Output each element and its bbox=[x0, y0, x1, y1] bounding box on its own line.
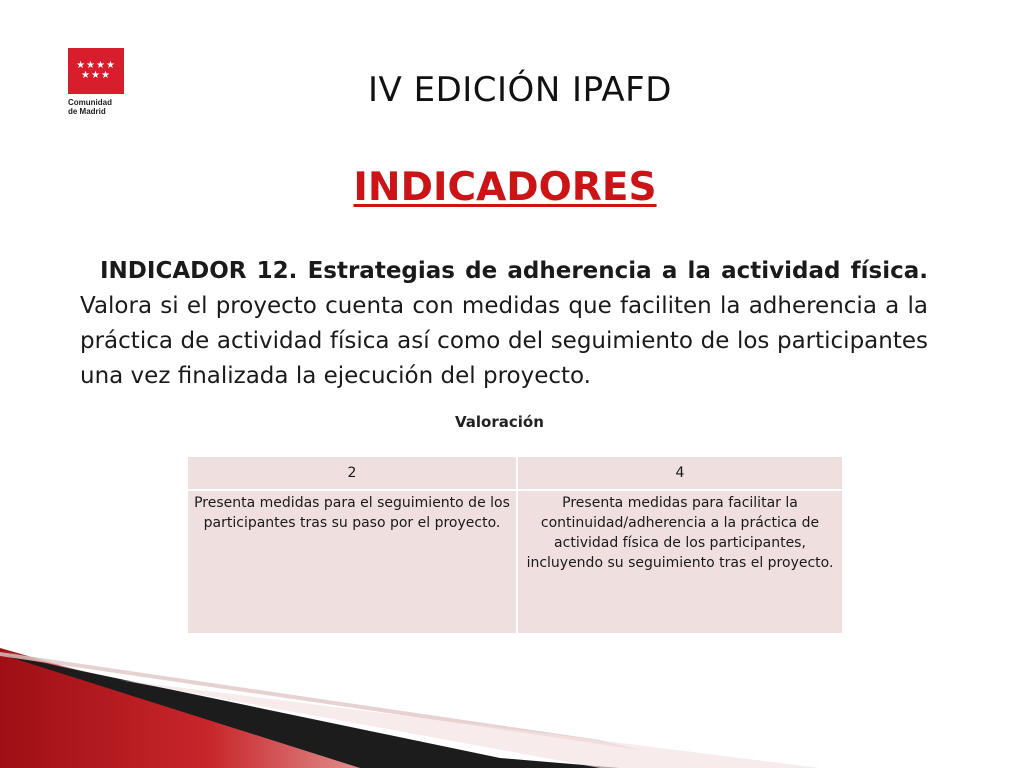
stars-row-bottom: ★★★ bbox=[81, 70, 111, 81]
indicator-description: Valora si el proyecto cuenta con medidas que faciliten la adherencia a la práctica de actividad física así como del seguimiento de los participantes una vez finalizada la ejecución del proyecto. bbox=[80, 293, 928, 389]
logo-text-line2: de Madrid bbox=[68, 107, 106, 116]
logo-text bbox=[68, 98, 126, 116]
score-cell-2: 2 bbox=[187, 456, 517, 490]
comunidad-de-madrid-logo bbox=[68, 48, 126, 116]
score-cell-4: 4 bbox=[517, 456, 843, 490]
criterion-cell-2: Presenta medidas para el seguimiento de los participantes tras su paso por el proyecto. bbox=[187, 490, 517, 634]
edition-title: IV EDICIÓN IPAFD bbox=[368, 70, 672, 110]
stars-row-top: ★★★★ bbox=[76, 60, 116, 71]
criteria-row bbox=[187, 490, 843, 634]
score-row bbox=[187, 456, 843, 490]
rating-table bbox=[186, 455, 844, 635]
indicator-title: INDICADOR 12. Estrategias de adherencia a la actividad física. bbox=[100, 258, 928, 284]
rating-label: Valoración bbox=[455, 413, 544, 431]
decorative-swoosh bbox=[0, 640, 1024, 768]
logo-text-line1: Comunidad bbox=[68, 98, 112, 107]
section-heading: INDICADORES bbox=[353, 165, 657, 210]
indicator-paragraph bbox=[80, 254, 928, 394]
logo-flag bbox=[68, 48, 124, 94]
criterion-cell-4: Presenta medidas para facilitar la continuidad/adherencia a la práctica de actividad física de los participantes, incluyendo su seguimiento tras el proyecto. bbox=[517, 490, 843, 634]
